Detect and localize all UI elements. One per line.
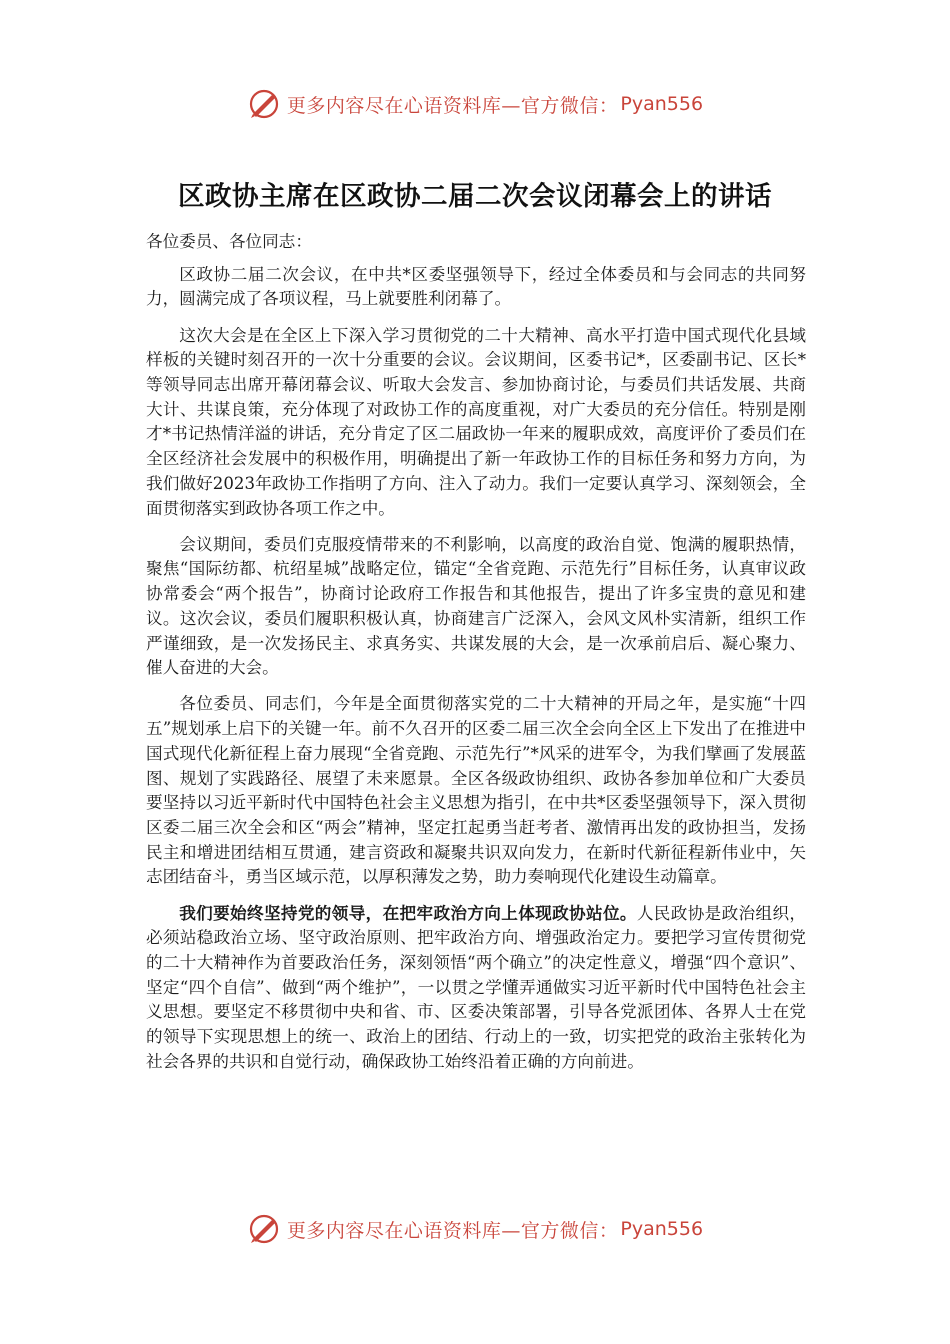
pen-logo-icon bbox=[247, 87, 281, 121]
paragraph-2: 这次大会是在全区上下深入学习贯彻党的二十大精神、高水平打造中国式现代化县域样板的关键时刻召开的一次十分重要的会议。会议期间，区委书记*，区委副书记、区长*等领导同志出席开幕闭幕会议、听取大会发言、参加协商讨论，与委员们共话发展、共商大计、共谋良策，充分体现了对政协工作的高度重视，对广大委员的充分信任。特别是刚才*书记热情洋溢的讲话，充分肯定了区二届政协一年来的履职成效，高度评价了委员们在全区经济社会发展中的积极作用，明确提出了新一年政协工作的目标任务和努力方向，为我们做好2023年政协工作指明了方向、注入了动力。我们一定要认真学习、深刻领会，全面贯彻落实到政协各项工作之中。 bbox=[146, 325, 806, 518]
page-title: 区政协主席在区政协二届二次会议闭幕会上的讲话 bbox=[178, 181, 772, 212]
footer-banner bbox=[0, 1209, 950, 1249]
paragraph-3: 会议期间，委员们克服疫情带来的不利影响，以高度的政治自觉、饱满的履职热情，聚焦“国际纺都、杭绍星城”战略定位，锚定“全省竞跑、示范先行”目标任务，认真审议政协常委会“两个报告”，协商讨论政府工作报告和其他报告，提出了许多宝贵的意见和建议。这次会议，委员们履职积极认真，协商建言广泛深入，会风文风朴实清新，组织工作严谨细致，是一次发扬民主、求真务实、共谋发展的大会，是一次承前启后、凝心聚力、催人奋进的大会。 bbox=[146, 534, 806, 678]
pen-logo-icon bbox=[247, 1212, 281, 1246]
paragraph-1: 区政协二届二次会议，在中共*区委坚强领导下，经过全体委员和与会同志的共同努力，圆满完成了各项议程，马上就要胜利闭幕了。 bbox=[146, 264, 806, 309]
paragraph-5-text: 人民政协是政治组织，必须站稳政治立场、坚守政治原则、把牢政治方向、增强政治定力。要把学习宣传贯彻党的二十大精神作为首要政治任务，深刻领悟“两个确立”的决定性意义，增强“四个意识”、坚定“四个自信”、做到“两个维护”，一以贯之学懂弄通做实习近平新时代中国特色社会主义思想。要坚定不移贯彻中央和省、市、区委决策部署，引导各党派团体、各界人士在党的领导下实现思想上的统一、政治上的团结、行动上的一致，切实把党的政治主张转化为社会各界的共识和自觉行动，确保政协工始终沿着正确的方向前进。 bbox=[146, 903, 807, 1071]
paragraph-5-lead: 我们要始终坚持党的领导，在把牢政治方向上体现政协站位。 bbox=[179, 903, 637, 923]
paragraph-5 bbox=[146, 902, 806, 1075]
banner-wechat-id: Pyan556 bbox=[620, 93, 704, 115]
banner-text: 更多内容尽在心语资料库—官方微信： bbox=[286, 94, 619, 117]
paragraph-4: 各位委员、同志们，今年是全面贯彻落实党的二十大精神的开局之年，是实施“十四五”规划承上启下的关键一年。前不久召开的区委二届三次全会向全区上下发出了在推进中国式现代化新征程上奋力展现“全省竞跑、示范先行”*风采的进军令，为我们擘画了发展蓝图、规划了实践路径、展望了未来愿景。全区各级政协组织、政协各参加单位和广大委员要坚持以习近平新时代中国特色社会主义思想为指引，在中共*区委坚强领导下，深入贯彻区委二届三次全会和区“两会”精神，坚定扛起勇当赶考者、激情再出发的政协担当，发扬民主和增进团结相互贯通，建言资政和凝聚共识双向发力，在新时代新征程新伟业中，矢志团结奋斗，勇当区域示范，以厚积薄发之势，助力奏响现代化建设生动篇章。 bbox=[146, 694, 806, 887]
banner-text: 更多内容尽在心语资料库—官方微信： bbox=[286, 1219, 619, 1242]
document-body bbox=[146, 230, 806, 1086]
header-banner bbox=[0, 84, 950, 124]
salutation: 各位委员、各位同志： bbox=[146, 232, 312, 251]
banner-wechat-id: Pyan556 bbox=[620, 1218, 704, 1240]
